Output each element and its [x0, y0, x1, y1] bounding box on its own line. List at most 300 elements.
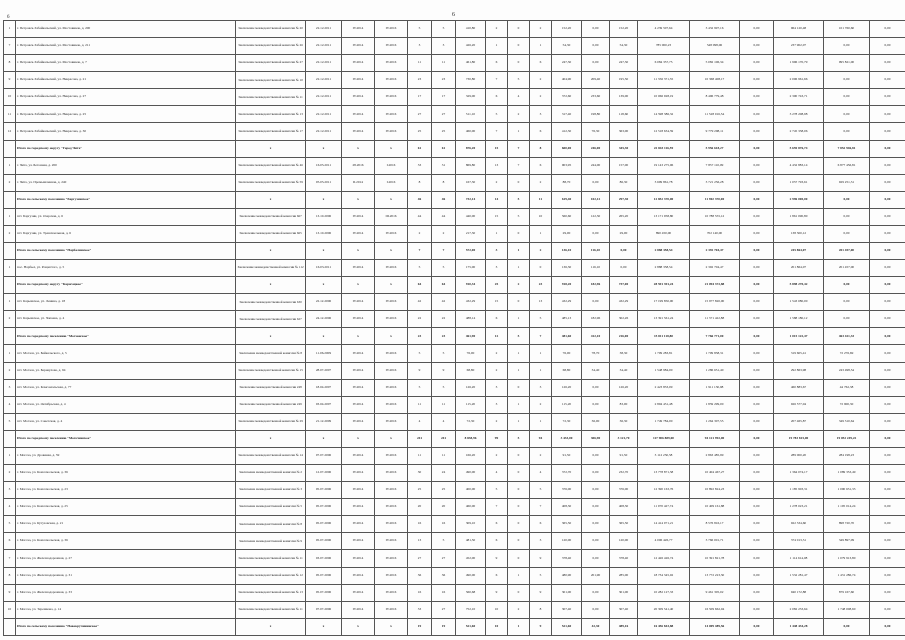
- cell-address: пгт. Могзон, ул. Октябрьская, д. 4: [16, 396, 236, 413]
- cell-v6: 2: [530, 21, 552, 38]
- cell-doc: Заключение межведомственной комиссии № 20: [236, 21, 306, 38]
- cell-v5: 1: [508, 618, 530, 635]
- cell-v1: 23: [408, 328, 432, 345]
- cell-address: Итого по городскому поселению "Могочинское": [16, 430, 236, 447]
- cell-v5: 0: [508, 516, 530, 533]
- cell-v6: 13: [530, 294, 552, 311]
- cell-v2: 46: [432, 191, 456, 208]
- table-row: [4, 601, 905, 618]
- cell-v8: 34,40: [582, 362, 610, 379]
- cell-v9: 365,50: [610, 516, 638, 533]
- cell-v9: 120,00: [610, 533, 638, 550]
- cell-v14: 6 877 456,81: [824, 157, 870, 174]
- cell-v3: 440,00: [456, 208, 486, 225]
- cell-date: 03.07.2006: [306, 550, 342, 567]
- cell-v2: 36: [432, 567, 456, 584]
- table-row: [4, 516, 905, 533]
- cell-v1: 33: [408, 157, 432, 174]
- cell-doc: Заключение межведомственной комиссии № 29: [236, 413, 306, 430]
- cell-v8: 122,30: [582, 208, 610, 225]
- cell-v10: 2 894 431,48: [638, 396, 690, 413]
- cell-v10: 4 239 507,64: [638, 21, 690, 38]
- cell-n: [4, 243, 16, 260]
- cell-q2: IV.2016: [375, 345, 408, 362]
- cell-doc: Заключение межведомственной комиссии 627: [236, 311, 306, 328]
- cell-address: Итого по городскому округу "Город Чита": [16, 140, 236, 157]
- cell-v11: 21 094 372,88: [690, 277, 740, 294]
- cell-v1: 25: [408, 123, 432, 140]
- cell-v7: 88,70: [552, 174, 582, 191]
- cell-address: г. Петровск-Забайкальский, ул. Некрасова, д. 27: [16, 89, 236, 106]
- cell-v11: 1 264 307,55: [690, 413, 740, 430]
- cell-n: [4, 430, 16, 447]
- cell-v8: 0,00: [582, 38, 610, 55]
- cell-v2: 5: [432, 345, 456, 362]
- cell-v2: 5: [432, 21, 456, 38]
- cell-v14: 0,00: [824, 294, 870, 311]
- cell-v13: 1 015 122,47: [774, 328, 824, 345]
- cell-doc: x: [236, 328, 306, 345]
- cell-v6: 6: [530, 516, 552, 533]
- cell-v11: 3 432 997,16: [690, 21, 740, 38]
- cell-v5: 5: [508, 328, 530, 345]
- cell-v8: 0,00: [582, 396, 610, 413]
- cell-doc: Заключение межведомственной комиссии № 11: [236, 89, 306, 106]
- cell-date: 05.07.2006: [306, 567, 342, 584]
- cell-v6: 8: [530, 601, 552, 618]
- cell-v11: 1 286 651,40: [690, 362, 740, 379]
- cell-v5: 1: [508, 260, 530, 277]
- cell-date: 22.12.2011: [306, 55, 342, 72]
- cell-v13: 289 000,20: [774, 447, 824, 464]
- cell-v10: 13 171 958,80: [638, 208, 690, 225]
- cell-v15: 0,00: [870, 601, 905, 618]
- cell-v11: 10 409 161,88: [690, 499, 740, 516]
- cell-address: пгт. Могзон, ул. Барнаулова, д. 94: [16, 362, 236, 379]
- cell-v11: 9 779 298,11: [690, 123, 740, 140]
- cell-v4: 2: [486, 362, 508, 379]
- cell-v9: 118,60: [610, 106, 638, 123]
- cell-v12: 0,00: [740, 55, 774, 72]
- cell-n: 6: [4, 533, 16, 550]
- cell-v7: 903,95: [552, 157, 582, 174]
- cell-v5: 0: [508, 550, 530, 567]
- cell-v2: 11: [432, 447, 456, 464]
- cell-v8: 0,00: [582, 294, 610, 311]
- cell-v11: 13 772 223,50: [690, 567, 740, 584]
- table-row: [4, 174, 905, 191]
- cell-v12: 0,00: [740, 140, 774, 157]
- cell-v9: 126,20: [610, 379, 638, 396]
- cell-n: [4, 328, 16, 345]
- cell-doc: Заключение межведомственной комиссии № 9: [236, 533, 306, 550]
- cell-v9: 0,00: [610, 243, 638, 260]
- cell-v13: 1 278 023,21: [774, 499, 824, 516]
- cell-v13: 2 300 743,71: [774, 89, 824, 106]
- cell-v11: 10 892 824,23: [690, 482, 740, 499]
- cell-v15: 0,00: [870, 311, 905, 328]
- cell-v7: 126,20: [552, 379, 582, 396]
- table-body: [4, 21, 905, 636]
- cell-v2: 7: [432, 243, 456, 260]
- cell-v8: 0,00: [582, 516, 610, 533]
- cell-v13: 1 532 281,47: [774, 567, 824, 584]
- cell-v9: 83,00: [610, 396, 638, 413]
- cell-v3: 329,00: [456, 89, 486, 106]
- cell-q1: IV.2014: [342, 208, 375, 225]
- cell-v10: 19 143 275,06: [638, 157, 690, 174]
- cell-v5: 0: [508, 465, 530, 482]
- cell-v9: 737,00: [610, 277, 638, 294]
- cell-doc: Заключение межведомственной комиссии 667: [236, 208, 306, 225]
- cell-v5: 2: [508, 106, 530, 123]
- cell-v1: 46: [408, 191, 432, 208]
- cell-v2: 3: [432, 38, 456, 55]
- cell-v1: 5: [408, 21, 432, 38]
- cell-v12: 0,00: [740, 174, 774, 191]
- cell-v6: 2: [530, 174, 552, 191]
- cell-doc: Заключение межведомственной комиссии № 11: [236, 550, 306, 567]
- cell-v7: 247,30: [552, 55, 582, 72]
- cell-v12: 0,00: [740, 567, 774, 584]
- cell-date: 24.12.2006: [306, 311, 342, 328]
- cell-v7: 372,70: [552, 465, 582, 482]
- cell-v4: 15: [486, 208, 508, 225]
- cell-v15: 0,00: [870, 243, 905, 260]
- cell-v11: 3 766 001,71: [690, 533, 740, 550]
- cell-v7: 918,20: [552, 277, 582, 294]
- cell-v7: 54,30: [552, 38, 582, 55]
- cell-v3: 752,10: [456, 601, 486, 618]
- cell-v11: 1 859 299,00: [690, 396, 740, 413]
- cell-date: 05.07.2006: [306, 516, 342, 533]
- cell-q1: x: [342, 328, 375, 345]
- cell-v7: 72,30: [552, 413, 582, 430]
- cell-v3: 488,14: [456, 311, 486, 328]
- cell-v1: 25: [408, 482, 432, 499]
- cell-doc: Заключение межведомственной комиссии № 8: [236, 345, 306, 362]
- cell-v6: 7: [530, 328, 552, 345]
- cell-v10: 13 778 871,58: [638, 465, 690, 482]
- cell-v5: 0: [508, 225, 530, 242]
- cell-address: г. Могоча, ул. Комсомольская, д. 25: [16, 499, 236, 516]
- cell-v13: 3 278 208,98: [774, 106, 824, 123]
- cell-v4: 5: [486, 482, 508, 499]
- cell-v9: 91,50: [610, 447, 638, 464]
- cell-v9: 408,30: [610, 499, 638, 516]
- cell-date: x: [306, 191, 342, 208]
- cell-v5: 0: [508, 294, 530, 311]
- cell-v15: 0,00: [870, 89, 905, 106]
- cell-v13: 138 300,12: [774, 225, 824, 242]
- cell-v1: 64: [408, 277, 432, 294]
- cell-v3: 521,60: [456, 618, 486, 635]
- cell-v3: 115,20: [456, 396, 486, 413]
- cell-address: г. Петровск-Забайкальский, ул. Мостовиков, д. 200: [16, 21, 236, 38]
- cell-v4: 2: [486, 413, 508, 430]
- cell-n: 1: [4, 208, 16, 225]
- cell-v15: 0,00: [870, 123, 905, 140]
- cell-n: 2: [4, 362, 16, 379]
- cell-v10: 11 970 427,74: [638, 499, 690, 516]
- cell-v15: 0,00: [870, 584, 905, 601]
- cell-v8: 209,40: [582, 72, 610, 89]
- cell-v13: 207 465,87: [774, 413, 824, 430]
- cell-v2: 2: [432, 225, 456, 242]
- cell-q2: IV.2016: [375, 413, 408, 430]
- cell-v12: 0,00: [740, 123, 774, 140]
- table-row: [4, 533, 905, 550]
- cell-v2: 23: [432, 328, 456, 345]
- cell-v5: 0: [508, 174, 530, 191]
- cell-date: 22.12.2011: [306, 106, 342, 123]
- cell-address: г. Петровск-Забайкальский, ул. Мостовиков, д. 211: [16, 38, 236, 55]
- cell-v1: 11: [408, 396, 432, 413]
- cell-q2: IV.2016: [375, 362, 408, 379]
- cell-v14: 1 431 286,74: [824, 567, 870, 584]
- cell-n: 4: [4, 396, 16, 413]
- cell-address: г. Могоча, ул. Дровяная, д. 59: [16, 447, 236, 464]
- cell-v13: 1 543 080,00: [774, 294, 824, 311]
- cell-v14: 0,00: [824, 277, 870, 294]
- cell-v13: 374 013,51: [774, 533, 824, 550]
- cell-q1: IV.2014: [342, 413, 375, 430]
- cell-q1: IV.2014: [342, 21, 375, 38]
- cell-q1: x: [342, 618, 375, 635]
- cell-v6: 5: [530, 311, 552, 328]
- cell-v3: 175,00: [456, 260, 486, 277]
- cell-v7: 136,30: [552, 260, 582, 277]
- cell-q2: IV.2016: [375, 225, 408, 242]
- cell-v11: 8 496 779,48: [690, 89, 740, 106]
- cell-date: 22.12.2011: [306, 123, 342, 140]
- cell-doc: x: [236, 140, 306, 157]
- cell-v11: 9 461 305,02: [690, 584, 740, 601]
- cell-v15: 0,00: [870, 277, 905, 294]
- cell-address: г. Петровск-Забайкальский, ул. Мостовиков, д. 7: [16, 55, 236, 72]
- cell-n: 5: [4, 516, 16, 533]
- cell-v12: 0,00: [740, 465, 774, 482]
- cell-v12: 0,00: [740, 294, 774, 311]
- cell-v3: 309,10: [456, 516, 486, 533]
- cell-v3: 572,00: [456, 243, 486, 260]
- cell-v5: 0: [508, 499, 530, 516]
- cell-q1: IV.2014: [342, 601, 375, 618]
- cell-v8: 36,00: [582, 413, 610, 430]
- cell-q2: IV.2016: [375, 567, 408, 584]
- cell-v6: 3: [530, 106, 552, 123]
- cell-v8: 0,00: [582, 533, 610, 550]
- cell-v7: 91,50: [552, 447, 582, 464]
- cell-v15: 0,00: [870, 260, 905, 277]
- cell-q1: IV.2014: [342, 311, 375, 328]
- cell-v11: 702 140,00: [690, 225, 740, 242]
- cell-v4: 6: [486, 516, 508, 533]
- cell-v8: 116,10: [582, 243, 610, 260]
- cell-v15: 0,00: [870, 430, 905, 447]
- cell-v2: 24: [432, 465, 456, 482]
- cell-address: пгт. Могзон, ул. Байкальского, д. 5: [16, 345, 236, 362]
- cell-v2: 42: [432, 294, 456, 311]
- cell-q1: IV.2014: [342, 362, 375, 379]
- cell-v14: 201 457,00: [824, 260, 870, 277]
- cell-v11: 11 902 370,00: [690, 191, 740, 208]
- cell-v3: 217,30: [456, 225, 486, 242]
- cell-q2: x: [375, 277, 408, 294]
- cell-v12: 0,00: [740, 191, 774, 208]
- cell-v1: 44: [408, 208, 432, 225]
- cell-v5: 5: [508, 430, 530, 447]
- cell-date: 22.12.2011: [306, 21, 342, 38]
- cell-q1: IV.2014: [342, 499, 375, 516]
- cell-q2: IV.2016: [375, 123, 408, 140]
- cell-v13: 1 448 434,28: [774, 618, 824, 635]
- cell-doc: x: [236, 243, 306, 260]
- cell-n: 10: [4, 601, 16, 618]
- cell-n: 5: [4, 413, 16, 430]
- cell-v4: 13: [486, 157, 508, 174]
- cell-v7: 485,13: [552, 311, 582, 328]
- cell-v4: 6: [486, 533, 508, 550]
- cell-v3: 560,68: [456, 584, 486, 601]
- cell-v4: 25: [486, 277, 508, 294]
- cell-v6: 1: [530, 345, 552, 362]
- table-total-row: [4, 430, 905, 447]
- cell-v14: 0,00: [824, 89, 870, 106]
- cell-v2: 11: [432, 55, 456, 72]
- cell-v11: 11 371 422,88: [690, 311, 740, 328]
- cell-v15: 0,00: [870, 328, 905, 345]
- cell-v7: 560,60: [552, 208, 582, 225]
- cell-v2: 5: [432, 260, 456, 277]
- cell-date: 16.05.2011: [306, 157, 342, 174]
- cell-n: 7: [4, 550, 16, 567]
- cell-v12: 0,00: [740, 225, 774, 242]
- cell-v5: 7: [508, 157, 530, 174]
- cell-v13: 2 082 233,64: [774, 601, 824, 618]
- cell-address: г. Петровск-Забайкальский, ул. Некрасова, д. 30: [16, 123, 236, 140]
- cell-v5: 1: [508, 123, 530, 140]
- cell-date: 21.12.2009: [306, 413, 342, 430]
- cell-v5: 0: [508, 533, 530, 550]
- cell-v15: 0,00: [870, 618, 905, 635]
- cell-date: 12.07.2006: [306, 465, 342, 482]
- cell-v3: 432,29: [456, 294, 486, 311]
- cell-v7: 76,00: [552, 345, 582, 362]
- cell-v12: 0,00: [740, 345, 774, 362]
- table-row: [4, 311, 905, 328]
- cell-v6: 2: [530, 447, 552, 464]
- cell-v5: 1: [508, 311, 530, 328]
- cell-v1: 30: [408, 465, 432, 482]
- cell-v11: 5 082 106,34: [690, 55, 740, 72]
- cell-v6: 1: [530, 362, 552, 379]
- cell-v7: 136,10: [552, 243, 582, 260]
- cell-v12: 0,00: [740, 533, 774, 550]
- cell-v14: 284 198,23: [824, 447, 870, 464]
- cell-v11: 2 392 704,47: [690, 260, 740, 277]
- cell-v4: 99: [486, 430, 508, 447]
- cell-date: x: [306, 618, 342, 635]
- cell-v3: 461,80: [456, 55, 486, 72]
- cell-v15: 0,00: [870, 191, 905, 208]
- cell-v7: 378,40: [552, 550, 582, 567]
- cell-q2: IV.2016: [375, 533, 408, 550]
- page-number: 6: [452, 12, 455, 18]
- cell-q1: IV.2014: [342, 38, 375, 55]
- cell-v11: 548 098,06: [690, 38, 740, 55]
- cell-v5: 5: [508, 191, 530, 208]
- cell-v10: 2 888 358,54: [638, 243, 690, 260]
- cell-q2: IV.2016: [375, 21, 408, 38]
- cell-v6: 1: [530, 225, 552, 242]
- cell-v4: 3: [486, 260, 508, 277]
- cell-v8: 42,30: [582, 618, 610, 635]
- cell-v15: 0,00: [870, 465, 905, 482]
- cell-v5: 1: [508, 243, 530, 260]
- cell-q2: x: [375, 191, 408, 208]
- cell-v2: 17: [432, 89, 456, 106]
- table-row: [4, 550, 905, 567]
- cell-q2: IV.2016: [375, 584, 408, 601]
- cell-date: x: [306, 328, 342, 345]
- cell-q2: IV.2016: [375, 55, 408, 72]
- cell-v2: 241: [432, 430, 456, 447]
- cell-v6: 2: [530, 396, 552, 413]
- cell-v7: 521,60: [552, 618, 582, 635]
- cell-v5: 5: [508, 208, 530, 225]
- cell-v15: 0,00: [870, 208, 905, 225]
- cell-address: пгт. Могзон, ул. Комсомольская, д. 77: [16, 379, 236, 396]
- cell-v10: 18 734 345,02: [638, 567, 690, 584]
- cell-doc: Заключение межведомственной комиссии № 12: [236, 567, 306, 584]
- cell-v4: 1: [486, 38, 508, 55]
- cell-v2: 9: [432, 362, 456, 379]
- cell-v10: 12 852 370,00: [638, 191, 690, 208]
- cell-v12: 0,00: [740, 311, 774, 328]
- cell-date: 05.05.2011: [306, 174, 342, 191]
- cell-v1: 3: [408, 38, 432, 55]
- cell-v10: 4 006 426,77: [638, 533, 690, 550]
- cell-v14: 929 251,31: [824, 174, 870, 191]
- cell-n: 4: [4, 499, 16, 516]
- cell-v4: 6: [486, 567, 508, 584]
- cell-v4: 6: [486, 55, 508, 72]
- cell-v13: 1 364 074,17: [774, 465, 824, 482]
- cell-v1: 36: [408, 567, 432, 584]
- cell-q1: IV.2014: [342, 260, 375, 277]
- cell-q1: IV.2014: [342, 379, 375, 396]
- cell-v15: 0,00: [870, 174, 905, 191]
- cell-v12: 0,00: [740, 550, 774, 567]
- cell-v4: 7: [486, 72, 508, 89]
- table-total-row: [4, 191, 905, 208]
- cell-v9: 232,70: [610, 465, 638, 482]
- cell-v10: 1 709 283,81: [638, 345, 690, 362]
- cell-date: x: [306, 243, 342, 260]
- cell-v13: 922 334,60: [774, 516, 824, 533]
- table-row: [4, 260, 905, 277]
- cell-q2: IV.2016: [375, 106, 408, 123]
- cell-q1: IV.2014: [342, 345, 375, 362]
- cell-v9: 302,26: [610, 311, 638, 328]
- cell-v5: 2: [508, 277, 530, 294]
- cell-v7: 68,80: [552, 362, 582, 379]
- cell-v11: 7 766 771,00: [690, 328, 740, 345]
- cell-v4: 1: [486, 225, 508, 242]
- cell-v2: 19: [432, 618, 456, 635]
- cell-address: Итого по сельскому поселению "Нарбалинское": [16, 243, 236, 260]
